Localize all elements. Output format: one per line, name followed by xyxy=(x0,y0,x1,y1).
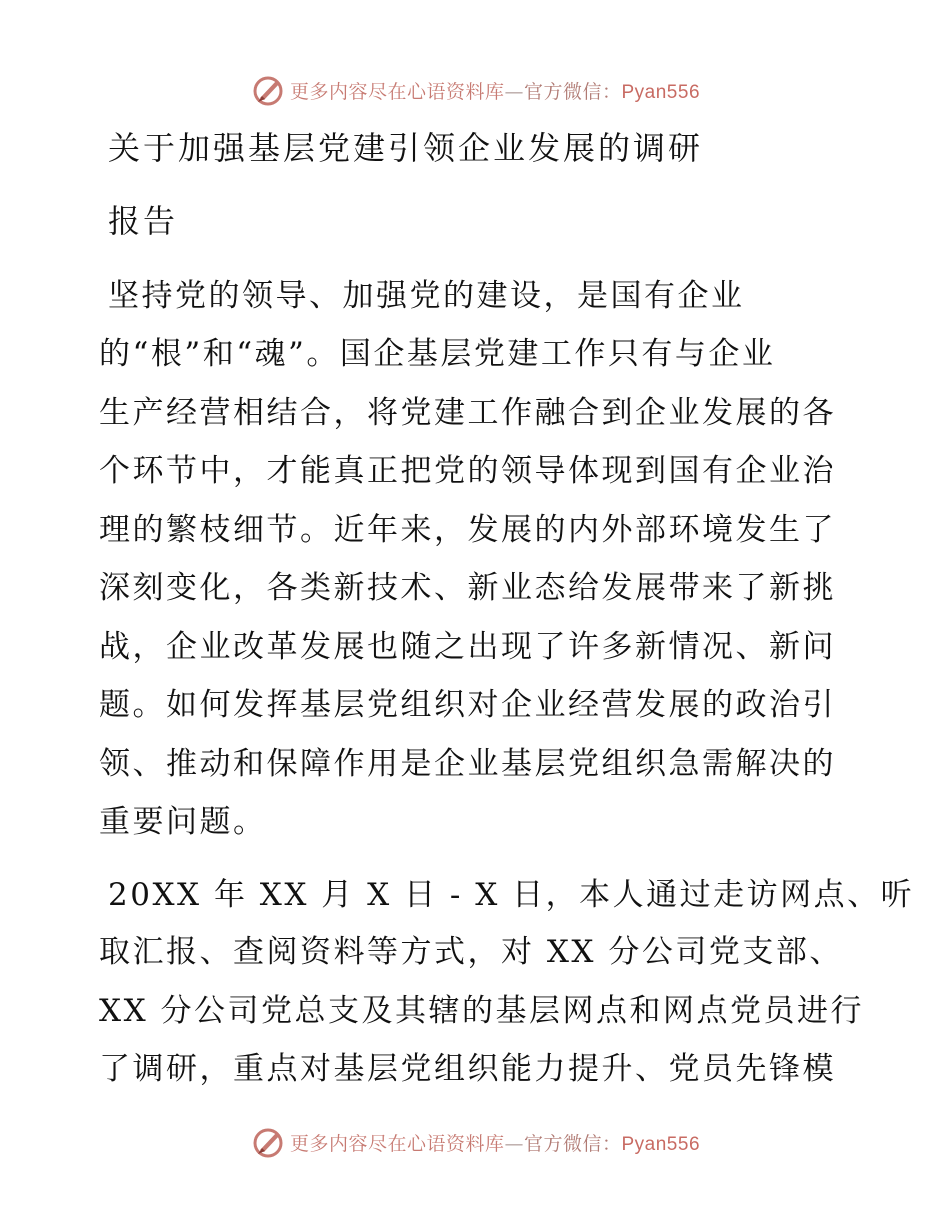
watermark-handle: Pyan556 xyxy=(621,81,701,103)
watermark-separator: — xyxy=(504,80,524,103)
paragraph-line: 深刻变化，各类新技术、新业态给发展带来了新挑 xyxy=(99,570,836,606)
paragraph-line: 了调研，重点对基层党组织能力提升、党员先锋模 xyxy=(99,1051,836,1087)
paragraph-line: 20XX 年 XX 月 X 日 - X 日，本人通过走访网点、听 xyxy=(108,877,915,913)
paragraph-line: 取汇报、查阅资料等方式，对 XX 分公司党支部、 xyxy=(99,934,843,970)
paragraph-line: 重要问题。 xyxy=(99,804,267,840)
watermark-brand: 更多内容尽在心语资料库 xyxy=(289,80,505,103)
watermark-label: 官方微信： xyxy=(523,80,622,103)
watermark-text xyxy=(290,77,700,104)
header-watermark xyxy=(0,70,950,110)
paragraph-line: 的“根”和“魂”。国企基层党建工作只有与企业 xyxy=(99,336,776,372)
watermark-label: 官方微信： xyxy=(523,1132,622,1155)
paragraph-line: 生产经营相结合，将党建工作融合到企业发展的各 xyxy=(99,395,836,431)
quill-logo-icon xyxy=(250,1124,286,1160)
document-title-line-1: 关于加强基层党建引领企业发展的调研 xyxy=(108,129,704,167)
quill-logo-icon xyxy=(250,72,286,108)
watermark-separator: — xyxy=(504,1132,524,1155)
watermark-handle: Pyan556 xyxy=(621,1133,701,1155)
paragraph-line: 战，企业改革发展也随之出现了许多新情况、新问 xyxy=(99,629,836,665)
paragraph-line: 坚持党的领导、加强党的建设，是国有企业 xyxy=(108,278,745,314)
paragraph-line: 理的繁枝细节。近年来，发展的内外部环境发生了 xyxy=(99,512,836,548)
paragraph-line: XX 分公司党总支及其辖的基层网点和网点党员进行 xyxy=(99,993,864,1029)
watermark-brand: 更多内容尽在心语资料库 xyxy=(289,1132,505,1155)
paragraph-line: 领、推动和保障作用是企业基层党组织急需解决的 xyxy=(99,746,836,782)
footer-watermark xyxy=(0,1122,950,1162)
document-title-line-2: 报告 xyxy=(108,202,179,240)
paragraph-line: 题。如何发挥基层党组织对企业经营发展的政治引 xyxy=(99,687,836,723)
paragraph-line: 个环节中，才能真正把党的领导体现到国有企业治 xyxy=(99,453,836,489)
watermark-text xyxy=(290,1129,700,1156)
